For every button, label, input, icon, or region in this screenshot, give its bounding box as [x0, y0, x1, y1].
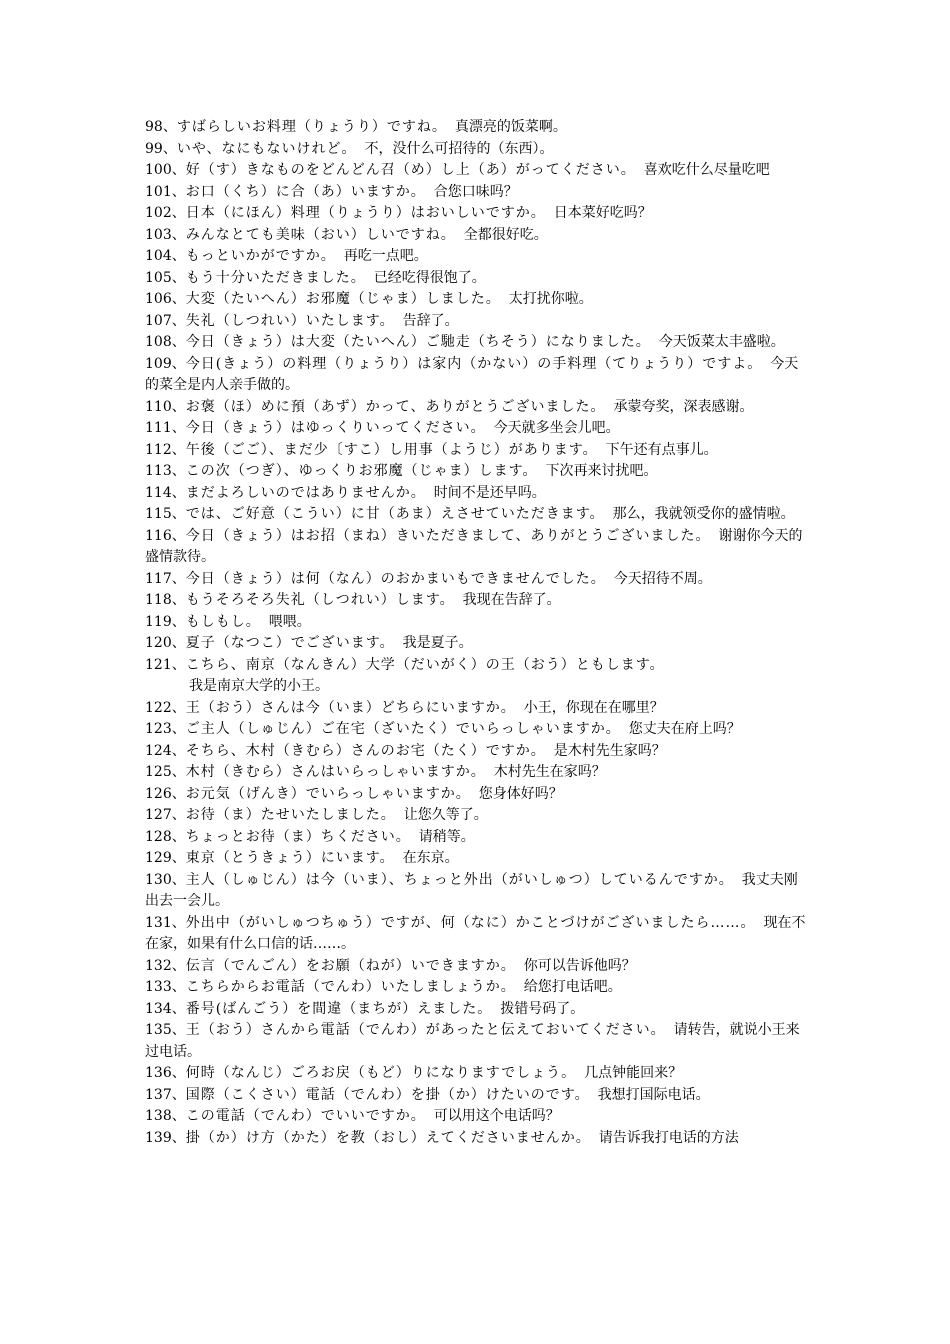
phrase-entry — [145, 203, 810, 225]
phrase-entry — [145, 1128, 810, 1150]
entry-number: 130、 — [145, 871, 186, 888]
chinese-translation: 已经吃得很饱了。 — [373, 269, 486, 286]
phrase-entry — [145, 289, 810, 311]
chinese-translation: 下午还有点事儿。 — [605, 441, 718, 458]
phrase-entry — [145, 590, 810, 612]
entry-number: 136、 — [145, 1065, 186, 1081]
japanese-phrase: ご主人（しゅじん）ご在宅（ざいたく）でいらっしゃいますか。 — [185, 721, 621, 737]
chinese-translation: 真漂亮的饭菜啊。 — [454, 119, 567, 135]
japanese-phrase: お元気（げんき）でいらっしゃいますか。 — [185, 785, 471, 802]
chinese-translation: 我是夏子。 — [402, 635, 473, 651]
entry-number: 100、 — [145, 162, 186, 178]
entry-number: 120、 — [145, 635, 186, 651]
japanese-phrase: 何時（なんじ）ごろお戻（もど）りになりますでしょう。 — [185, 1065, 577, 1081]
phrase-entry — [145, 848, 810, 870]
entry-number: 137、 — [145, 1086, 186, 1103]
entry-number: 116、 — [145, 527, 186, 544]
chinese-translation: 太打扰你啦。 — [508, 291, 593, 307]
entry-number: 127、 — [145, 807, 186, 823]
entry-number: 101、 — [145, 183, 186, 200]
japanese-phrase: まだよろしいのではありませんか。 — [185, 484, 426, 501]
entry-number: 128、 — [145, 828, 186, 845]
entry-number: 109、 — [145, 355, 186, 372]
chinese-translation: 我是南京大学的小王。 — [189, 678, 329, 694]
japanese-phrase: みんなとても美味（おい）しいですね。 — [185, 226, 456, 243]
phrase-entry — [145, 354, 810, 397]
entry-number: 112、 — [145, 441, 186, 458]
entry-number: 132、 — [145, 957, 186, 974]
entry-number: 139、 — [145, 1129, 186, 1146]
phrase-entry — [145, 741, 810, 763]
chinese-translation: 我丈夫刚出去一会儿。 — [145, 871, 798, 909]
entry-number: 121、 — [145, 656, 186, 673]
japanese-phrase: そちら、木村（きむら）さんのお宅（たく）ですか。 — [185, 742, 546, 759]
phrase-entry — [145, 612, 810, 634]
phrase-entry — [145, 719, 810, 741]
entry-number: 104、 — [145, 248, 186, 264]
phrase-entry — [145, 805, 810, 827]
entry-number: 105、 — [145, 269, 186, 286]
phrase-list — [145, 117, 810, 1149]
chinese-translation: 今天招待不周。 — [613, 570, 712, 587]
entry-number: 114、 — [145, 484, 186, 501]
chinese-translation: 喜欢吃什么尽量吃吧 — [643, 162, 770, 178]
chinese-translation: 可以用这个电话吗？ — [433, 1108, 560, 1124]
chinese-translation: 再吃一点吧。 — [343, 248, 428, 264]
phrase-entry — [145, 225, 810, 247]
phrase-entry — [145, 117, 810, 139]
chinese-translation: 喂喂。 — [268, 613, 311, 630]
entry-number: 99、 — [145, 140, 177, 157]
chinese-translation: 今天的菜全是内人亲手做的。 — [145, 355, 799, 393]
japanese-phrase: 午後（ごご）、まだ少〔すこ）し用事（ようじ）があります。 — [185, 441, 598, 458]
chinese-translation: 几点钟能回来？ — [584, 1065, 683, 1081]
japanese-phrase: 番号(ばんごう）を間違（まちが）えました。 — [185, 1000, 493, 1017]
japanese-phrase: 国際（こくさい）電話（でんわ）を掛（か）けたいのです。 — [185, 1086, 590, 1103]
japanese-phrase: お口（くち）に合（あ）いますか。 — [185, 183, 426, 200]
phrase-entry — [145, 526, 810, 569]
entry-number: 124、 — [145, 742, 186, 759]
japanese-phrase: 外出中（がいしゅつちゅう）ですが、何（なに）かことづけがございましたら……。 — [185, 914, 756, 931]
japanese-phrase: いや、なにもないけれど。 — [176, 140, 357, 157]
phrase-entry — [145, 246, 810, 268]
japanese-phrase: この次（つぎ）、ゆっくりお邪魔（じゃま）します。 — [185, 463, 538, 479]
japanese-phrase: もしもし。 — [185, 613, 261, 630]
japanese-phrase: この電話（でんわ）でいいですか。 — [185, 1108, 426, 1124]
phrase-entry — [145, 870, 810, 913]
phrase-entry — [145, 1085, 810, 1107]
japanese-phrase: もうそろそろ失礼（しつれい）します。 — [185, 592, 455, 608]
chinese-translation: 请转告，就说小王来过电话。 — [145, 1022, 800, 1060]
chinese-translation: 现在不在家，如果有什么口信的话……。 — [145, 914, 806, 952]
japanese-phrase: 失礼（しつれい）いたします。 — [185, 312, 395, 329]
japanese-phrase: 木村（きむら）さんはいらっしゃいますか。 — [185, 764, 486, 780]
japanese-phrase: お褒（ほ）めに預（あず）かって、ありがとうございました。 — [185, 398, 606, 415]
chinese-translation: 是木村先生家吗？ — [553, 742, 666, 759]
entry-number: 98、 — [145, 119, 177, 135]
phrase-entry — [145, 139, 810, 161]
entry-number: 118、 — [145, 592, 186, 608]
chinese-translation: 下次再来讨扰吧。 — [545, 463, 658, 479]
japanese-phrase: 今日(きょう）の料理（りょうり）は家内（かない）の手料理（てりょうり）ですよ。 — [185, 355, 763, 372]
chinese-translation: 全都很好吃。 — [463, 226, 548, 243]
chinese-translation: 小王，你现在在哪里？ — [523, 699, 664, 716]
chinese-translation: 请稍等。 — [418, 828, 475, 845]
entry-number: 135、 — [145, 1022, 186, 1038]
phrase-entry — [145, 504, 810, 526]
japanese-phrase: 王（おう）さんから電話（でんわ）があったと伝えておいてください。 — [185, 1022, 666, 1038]
entry-number: 110、 — [145, 398, 186, 415]
phrase-entry — [145, 268, 810, 290]
phrase-entry — [145, 1063, 810, 1085]
japanese-phrase: 王（おう）さんは今（いま）どちらにいますか。 — [185, 699, 516, 716]
entry-number: 107、 — [145, 312, 186, 329]
chinese-translation: 今天就多坐会儿吧。 — [493, 420, 620, 436]
chinese-translation: 你可以告诉他吗？ — [523, 957, 636, 974]
phrase-entry — [145, 1020, 810, 1063]
entry-number: 117、 — [145, 570, 186, 587]
japanese-phrase: では、ご好意（こうい）に甘（あま）えさせていただきます。 — [185, 506, 605, 522]
chinese-translation: 不，没什么可招待的（东西）。 — [364, 140, 554, 157]
phrase-entry — [145, 784, 810, 806]
entry-number: 102、 — [145, 205, 186, 221]
phrase-entry — [145, 461, 810, 483]
phrase-entry — [145, 698, 810, 720]
phrase-entry — [145, 827, 810, 849]
phrase-entry — [145, 160, 810, 182]
chinese-translation: 在东京。 — [402, 850, 459, 866]
entry-number: 115、 — [145, 506, 186, 522]
japanese-phrase: 夏子（なつこ）でございます。 — [185, 635, 395, 651]
japanese-phrase: 今日（きょう）は大変（たいへん）ご馳走（ちそう）になりました。 — [185, 334, 651, 350]
phrase-entry — [145, 418, 810, 440]
japanese-phrase: 主人（しゅじん）は今（いま）、ちょっと外出（がいしゅつ）しているんですか。 — [185, 871, 734, 888]
chinese-translation: 时间不是还早吗。 — [433, 484, 546, 501]
japanese-phrase: 東京（とうきょう）にいます。 — [185, 850, 395, 866]
chinese-translation: 请告诉我打电话的方法 — [598, 1129, 739, 1146]
phrase-entry — [145, 977, 810, 999]
phrase-entry — [145, 440, 810, 462]
japanese-phrase: 掛（か）け方（かた）を教（おし）えてくださいませんか。 — [185, 1129, 591, 1146]
entry-number: 131、 — [145, 914, 186, 931]
chinese-translation: 我现在告辞了。 — [462, 592, 561, 608]
entry-number: 119、 — [145, 613, 186, 630]
japanese-phrase: 日本（にほん）料理（りょうり）はおいしいですか。 — [185, 205, 546, 221]
phrase-entry — [145, 182, 810, 204]
japanese-phrase: ちょっとお待（ま）ちください。 — [185, 828, 411, 845]
chinese-translation: 木村先生在家吗？ — [493, 764, 606, 780]
phrase-entry — [145, 633, 810, 655]
phrase-entry — [145, 762, 810, 784]
phrase-entry — [145, 311, 810, 333]
japanese-phrase: こちらからお電話（でんわ）いたしましょうか。 — [185, 979, 516, 995]
japanese-phrase: 今日（きょう）はお招（まね）きいただきまして、ありがとうございました。 — [185, 527, 711, 544]
japanese-phrase: もう十分いただきました。 — [185, 269, 366, 286]
japanese-phrase: 今日（きょう）は何（なん）のおかまいもできませんでした。 — [185, 570, 606, 587]
phrase-entry — [145, 999, 810, 1021]
japanese-phrase: すばらしいお料理（りょうり）ですね。 — [176, 119, 447, 135]
phrase-entry — [145, 1106, 810, 1128]
phrase-entry — [145, 655, 810, 698]
entry-number: 103、 — [145, 226, 186, 243]
entry-number: 129、 — [145, 850, 186, 866]
entry-number: 122、 — [145, 699, 186, 716]
japanese-phrase: こちら、南京（なんきん）大学（だいがく）の王（おう）ともします。 — [185, 656, 665, 673]
phrase-entry — [145, 956, 810, 978]
japanese-phrase: 好（す）きなものをどんどん召（め）し上（あ）がってください。 — [185, 162, 636, 178]
chinese-translation: 拨错号码了。 — [500, 1000, 585, 1017]
chinese-translation: 谢谢你今天的盛情款待。 — [145, 527, 803, 565]
entry-number: 138、 — [145, 1108, 186, 1124]
japanese-phrase: もっといかがですか。 — [185, 248, 336, 264]
phrase-entry — [145, 913, 810, 956]
entry-number: 108、 — [145, 334, 186, 350]
entry-number: 134、 — [145, 1000, 186, 1017]
japanese-phrase: お待（ま）たせいたしました。 — [185, 807, 396, 823]
chinese-translation: 合您口味吗？ — [433, 183, 518, 200]
chinese-translation: 我想打国际电话。 — [597, 1086, 710, 1103]
entry-number: 126、 — [145, 785, 186, 802]
phrase-entry — [145, 483, 810, 505]
phrase-entry — [145, 332, 810, 354]
chinese-translation: 给您打电话吧。 — [523, 979, 622, 995]
entry-number: 106、 — [145, 291, 186, 307]
entry-number: 111、 — [145, 420, 186, 436]
chinese-translation: 告辞了。 — [402, 312, 459, 329]
chinese-translation: 您丈夫在府上吗？ — [628, 721, 741, 737]
entry-number: 125、 — [145, 764, 186, 780]
chinese-translation: 让您久等了。 — [403, 807, 488, 823]
chinese-translation: 今天饭菜太丰盛啦。 — [658, 334, 785, 350]
chinese-translation: 日本菜好吃吗？ — [553, 205, 652, 221]
entry-number: 113、 — [145, 463, 186, 479]
phrase-entry — [145, 397, 810, 419]
chinese-translation: 承蒙夸奖，深表感谢。 — [613, 398, 754, 415]
phrase-entry — [145, 569, 810, 591]
chinese-translation: 那么，我就领受你的盛情啦。 — [612, 506, 795, 522]
entry-number: 133、 — [145, 979, 186, 995]
japanese-phrase: 今日（きょう）はゆっくりいってください。 — [185, 420, 486, 436]
japanese-phrase: 大変（たいへん）お邪魔（じゃま）しました。 — [185, 291, 501, 307]
japanese-phrase: 伝言（でんごん）をお願（ねが）いできますか。 — [185, 957, 516, 974]
entry-number: 123、 — [145, 721, 186, 737]
chinese-translation: 您身体好吗？ — [478, 785, 563, 802]
